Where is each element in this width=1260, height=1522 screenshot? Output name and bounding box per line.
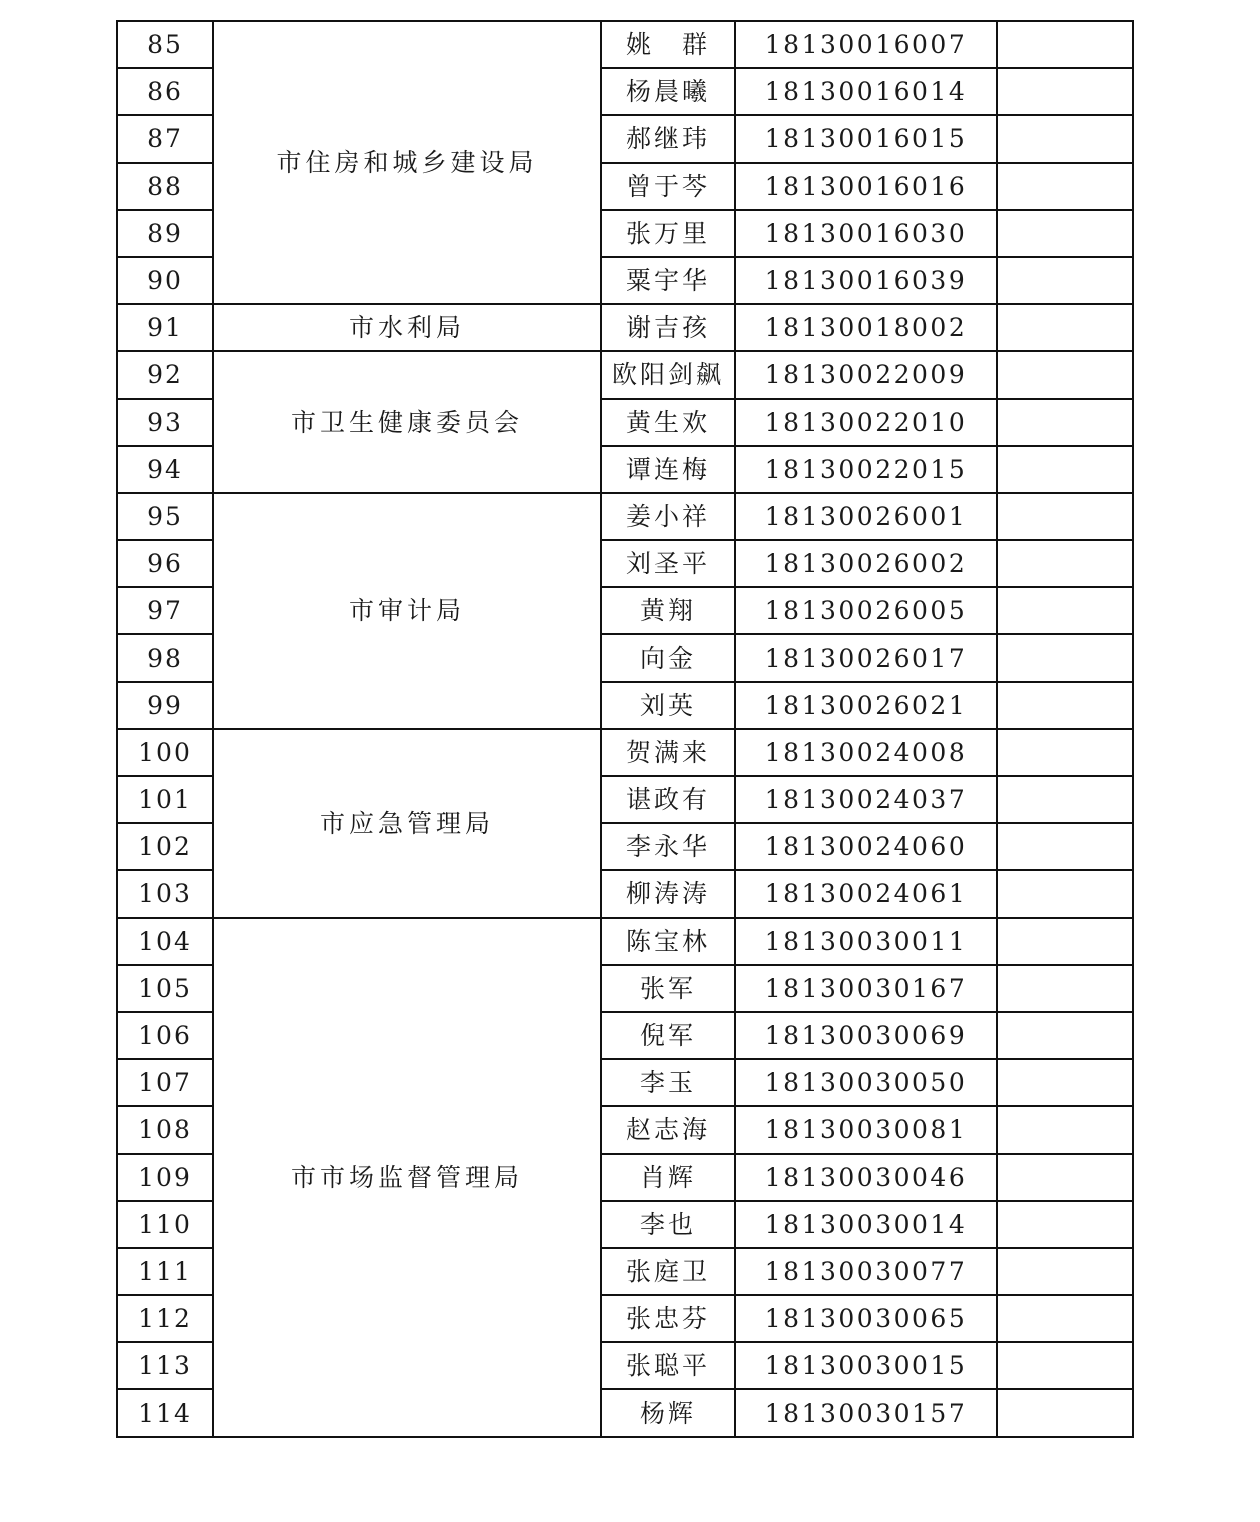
serial-number-cell: 107 — [117, 1059, 213, 1106]
exam-id-cell: 18130018002 — [735, 304, 997, 351]
exam-id-cell: 18130016030 — [735, 210, 997, 257]
remark-cell — [997, 446, 1133, 493]
remark-cell — [997, 1106, 1133, 1153]
department-cell: 市应急管理局 — [213, 729, 601, 918]
table-row — [117, 351, 1133, 398]
serial-number-cell: 88 — [117, 163, 213, 210]
person-name-cell: 李玉 — [601, 1059, 735, 1106]
remark-cell — [997, 1154, 1133, 1201]
remark-cell — [997, 1059, 1133, 1106]
person-name-cell: 姚 群 — [601, 21, 735, 68]
exam-id-cell: 18130026017 — [735, 634, 997, 681]
person-name-cell: 张聪平 — [601, 1342, 735, 1389]
person-name-cell: 杨晨曦 — [601, 68, 735, 115]
exam-id-cell: 18130026005 — [735, 587, 997, 634]
serial-number-cell: 109 — [117, 1154, 213, 1201]
person-name-cell: 谢吉孩 — [601, 304, 735, 351]
serial-number-cell: 100 — [117, 729, 213, 776]
exam-id-cell: 18130030065 — [735, 1295, 997, 1342]
person-name-cell: 杨辉 — [601, 1389, 735, 1436]
exam-id-cell: 18130024008 — [735, 729, 997, 776]
serial-number-cell: 114 — [117, 1389, 213, 1436]
roster-body — [117, 21, 1133, 1437]
remark-cell — [997, 1248, 1133, 1295]
person-name-cell: 张万里 — [601, 210, 735, 257]
department-cell: 市水利局 — [213, 304, 601, 351]
exam-id-cell: 18130024037 — [735, 776, 997, 823]
person-name-cell: 姜小祥 — [601, 493, 735, 540]
serial-number-cell: 110 — [117, 1201, 213, 1248]
exam-id-cell: 18130016015 — [735, 115, 997, 162]
table-row — [117, 918, 1133, 965]
person-name-cell: 倪军 — [601, 1012, 735, 1059]
serial-number-cell: 91 — [117, 304, 213, 351]
serial-number-cell: 113 — [117, 1342, 213, 1389]
exam-id-cell: 18130016014 — [735, 68, 997, 115]
exam-id-cell: 18130030014 — [735, 1201, 997, 1248]
exam-id-cell: 18130026021 — [735, 682, 997, 729]
remark-cell — [997, 493, 1133, 540]
serial-number-cell: 98 — [117, 634, 213, 681]
person-name-cell: 刘英 — [601, 682, 735, 729]
serial-number-cell: 104 — [117, 918, 213, 965]
remark-cell — [997, 587, 1133, 634]
remark-cell — [997, 1012, 1133, 1059]
person-name-cell: 曾于芩 — [601, 163, 735, 210]
department-cell: 市卫生健康委员会 — [213, 351, 601, 493]
person-name-cell: 赵志海 — [601, 1106, 735, 1153]
remark-cell — [997, 21, 1133, 68]
remark-cell — [997, 870, 1133, 917]
exam-id-cell: 18130030081 — [735, 1106, 997, 1153]
serial-number-cell: 105 — [117, 965, 213, 1012]
person-name-cell: 黄翔 — [601, 587, 735, 634]
person-name-cell: 张忠芬 — [601, 1295, 735, 1342]
person-name-cell: 谭连梅 — [601, 446, 735, 493]
remark-cell — [997, 540, 1133, 587]
person-name-cell: 欧阳剑飙 — [601, 351, 735, 398]
serial-number-cell: 112 — [117, 1295, 213, 1342]
person-name-cell: 李永华 — [601, 823, 735, 870]
department-cell: 市审计局 — [213, 493, 601, 729]
person-name-cell: 张军 — [601, 965, 735, 1012]
exam-id-cell: 18130030077 — [735, 1248, 997, 1295]
remark-cell — [997, 1342, 1133, 1389]
table-row — [117, 493, 1133, 540]
serial-number-cell: 106 — [117, 1012, 213, 1059]
person-name-cell: 贺满来 — [601, 729, 735, 776]
person-name-cell: 陈宝林 — [601, 918, 735, 965]
department-cell: 市住房和城乡建设局 — [213, 21, 601, 304]
table-row — [117, 21, 1133, 68]
remark-cell — [997, 729, 1133, 776]
person-name-cell: 谌政有 — [601, 776, 735, 823]
remark-cell — [997, 257, 1133, 304]
remark-cell — [997, 634, 1133, 681]
serial-number-cell: 99 — [117, 682, 213, 729]
remark-cell — [997, 682, 1133, 729]
remark-cell — [997, 776, 1133, 823]
table-row — [117, 304, 1133, 351]
exam-id-cell: 18130030015 — [735, 1342, 997, 1389]
exam-id-cell: 18130030046 — [735, 1154, 997, 1201]
exam-id-cell: 18130030167 — [735, 965, 997, 1012]
exam-id-cell: 18130022015 — [735, 446, 997, 493]
exam-id-cell: 18130030069 — [735, 1012, 997, 1059]
exam-id-cell: 18130024061 — [735, 870, 997, 917]
serial-number-cell: 102 — [117, 823, 213, 870]
person-name-cell: 李也 — [601, 1201, 735, 1248]
serial-number-cell: 89 — [117, 210, 213, 257]
remark-cell — [997, 918, 1133, 965]
serial-number-cell: 97 — [117, 587, 213, 634]
serial-number-cell: 93 — [117, 399, 213, 446]
exam-id-cell: 18130016016 — [735, 163, 997, 210]
person-name-cell: 肖辉 — [601, 1154, 735, 1201]
person-name-cell: 柳涛涛 — [601, 870, 735, 917]
roster-table — [116, 20, 1134, 1438]
exam-id-cell: 18130030011 — [735, 918, 997, 965]
serial-number-cell: 94 — [117, 446, 213, 493]
serial-number-cell: 87 — [117, 115, 213, 162]
remark-cell — [997, 210, 1133, 257]
serial-number-cell: 86 — [117, 68, 213, 115]
exam-id-cell: 18130026001 — [735, 493, 997, 540]
serial-number-cell: 85 — [117, 21, 213, 68]
serial-number-cell: 95 — [117, 493, 213, 540]
person-name-cell: 郝继玮 — [601, 115, 735, 162]
remark-cell — [997, 823, 1133, 870]
exam-id-cell: 18130022009 — [735, 351, 997, 398]
exam-id-cell: 18130016039 — [735, 257, 997, 304]
remark-cell — [997, 115, 1133, 162]
exam-id-cell: 18130030050 — [735, 1059, 997, 1106]
serial-number-cell: 108 — [117, 1106, 213, 1153]
exam-id-cell: 18130026002 — [735, 540, 997, 587]
person-name-cell: 向金 — [601, 634, 735, 681]
serial-number-cell: 92 — [117, 351, 213, 398]
exam-id-cell: 18130030157 — [735, 1389, 997, 1436]
remark-cell — [997, 163, 1133, 210]
remark-cell — [997, 351, 1133, 398]
serial-number-cell: 96 — [117, 540, 213, 587]
person-name-cell: 张庭卫 — [601, 1248, 735, 1295]
remark-cell — [997, 1389, 1133, 1436]
remark-cell — [997, 1295, 1133, 1342]
exam-id-cell: 18130024060 — [735, 823, 997, 870]
exam-id-cell: 18130022010 — [735, 399, 997, 446]
exam-id-cell: 18130016007 — [735, 21, 997, 68]
department-cell: 市市场监督管理局 — [213, 918, 601, 1437]
remark-cell — [997, 1201, 1133, 1248]
remark-cell — [997, 399, 1133, 446]
person-name-cell: 黄生欢 — [601, 399, 735, 446]
person-name-cell: 粟宇华 — [601, 257, 735, 304]
remark-cell — [997, 68, 1133, 115]
remark-cell — [997, 304, 1133, 351]
serial-number-cell: 101 — [117, 776, 213, 823]
remark-cell — [997, 965, 1133, 1012]
serial-number-cell: 103 — [117, 870, 213, 917]
serial-number-cell: 90 — [117, 257, 213, 304]
table-row — [117, 729, 1133, 776]
serial-number-cell: 111 — [117, 1248, 213, 1295]
person-name-cell: 刘圣平 — [601, 540, 735, 587]
